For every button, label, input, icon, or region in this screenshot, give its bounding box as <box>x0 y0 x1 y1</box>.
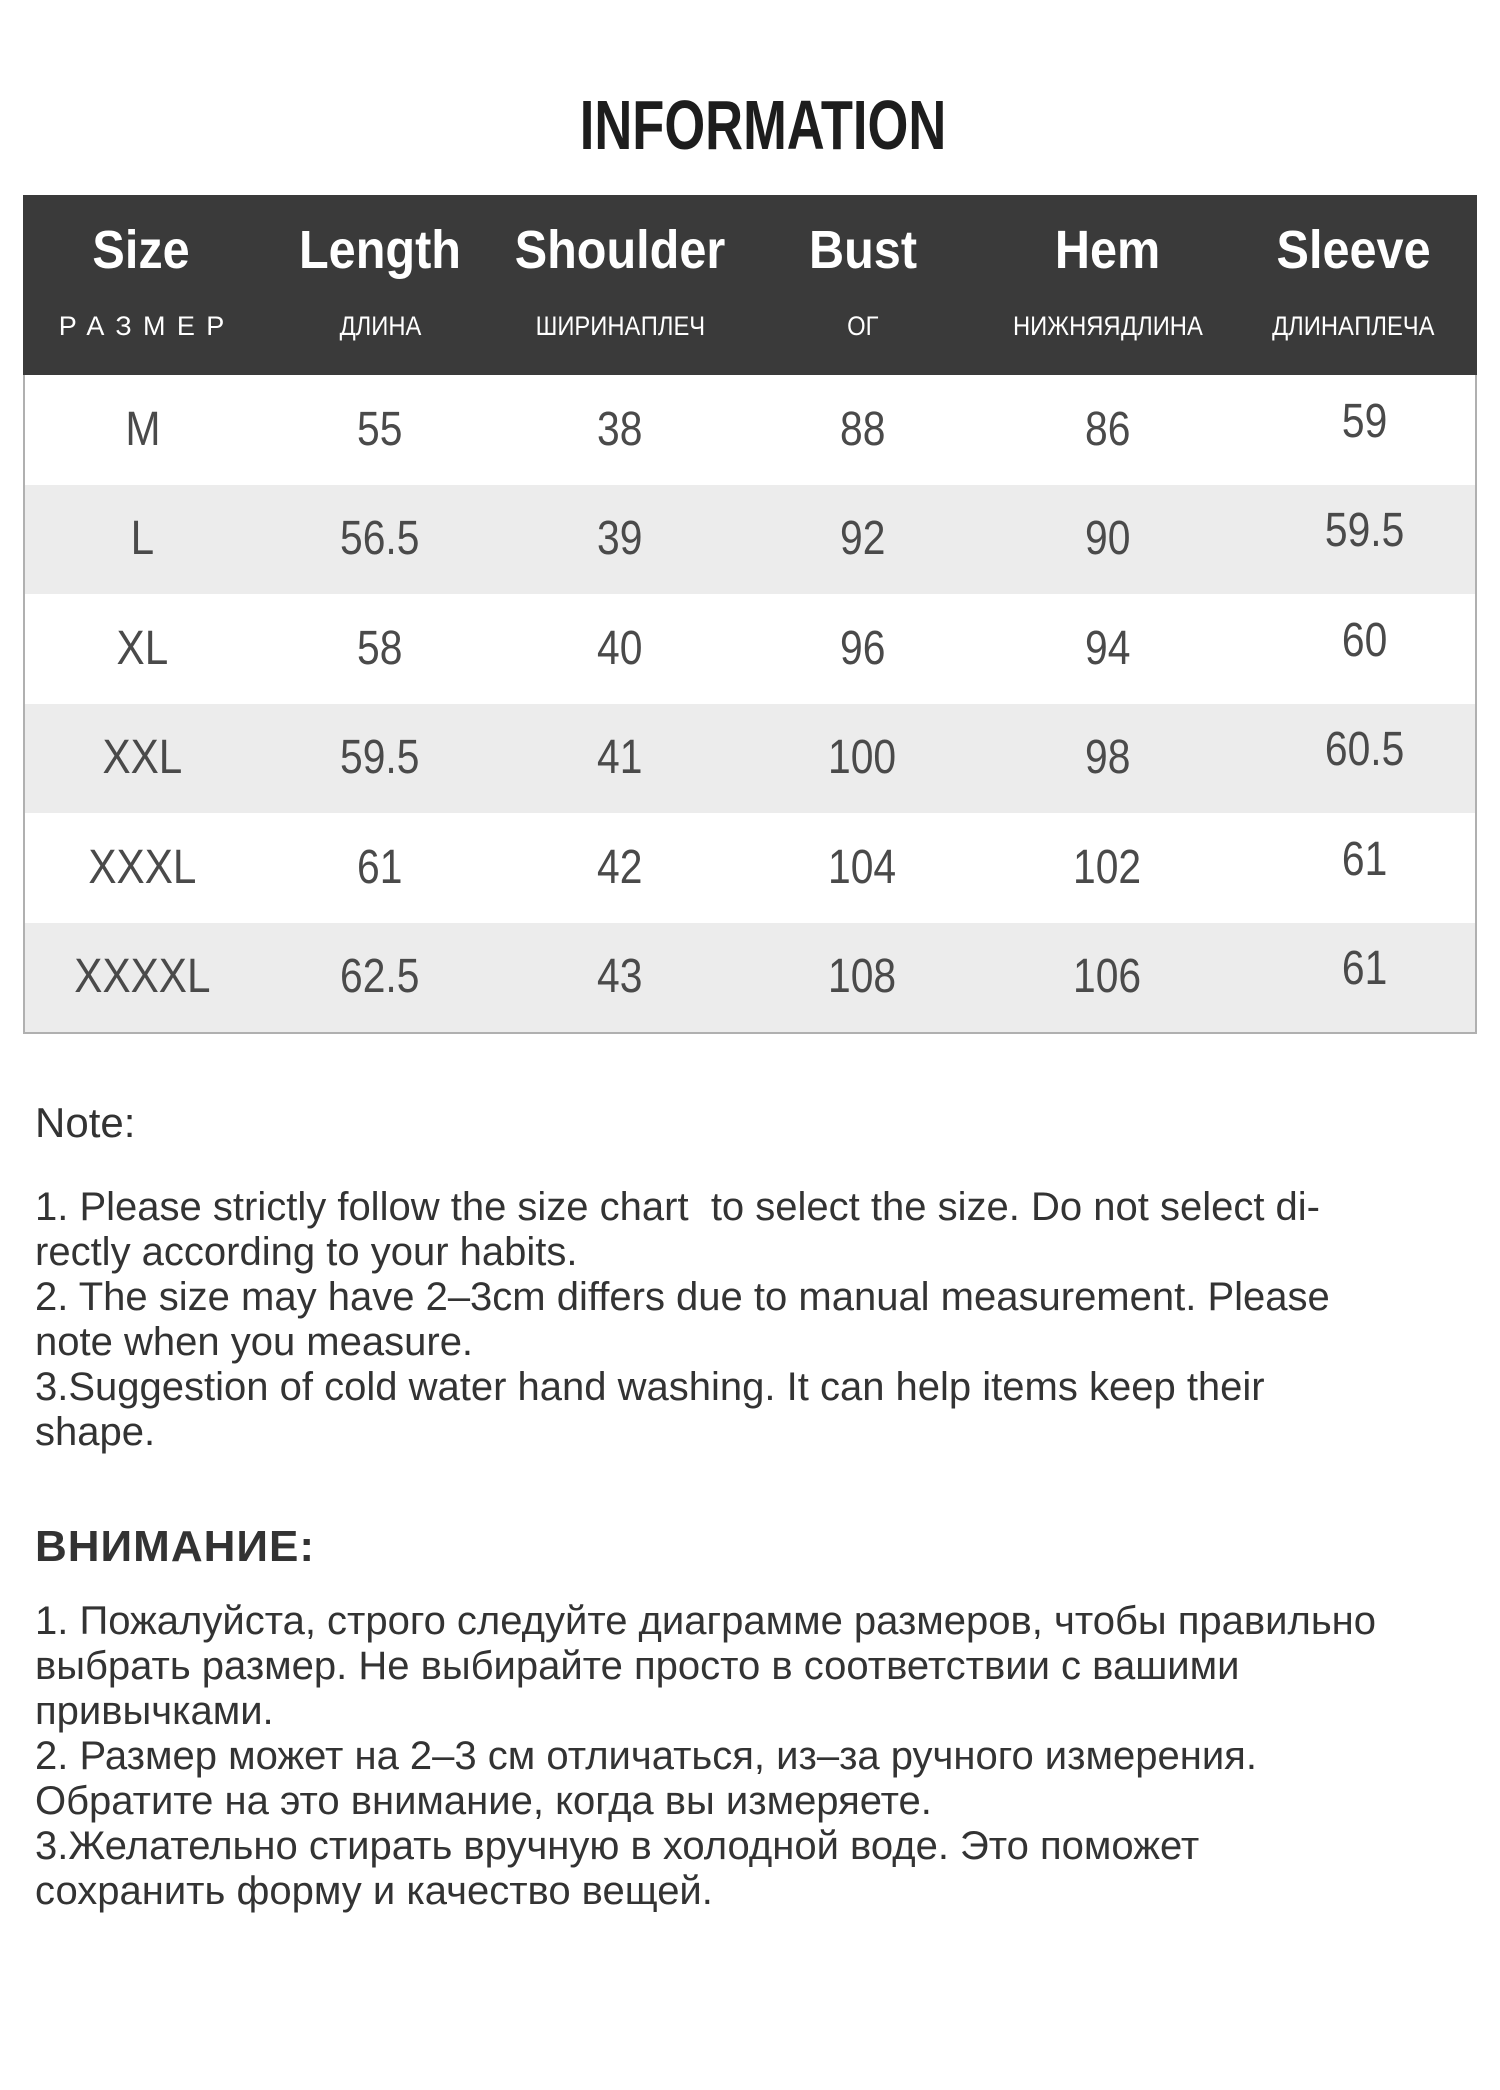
column-label-ru: ДЛИНА <box>339 311 421 341</box>
column-label-en: Shoulder <box>514 220 726 280</box>
length-cell: 61 <box>357 840 403 894</box>
note-line: выбрать размер. Не выбирайте просто в соответствии с вашими <box>35 1644 1240 1688</box>
column-header-hem <box>985 195 1230 375</box>
column-label-ru: ШИРИНА ПЛЕЧ <box>535 311 705 341</box>
column-label-ru: ДЛИНА ПЛЕЧА <box>1272 311 1435 341</box>
column-label-en: Size <box>92 220 191 280</box>
note-line: сохранить форму и качество вещей. <box>35 1869 713 1913</box>
shoulder-cell: 39 <box>597 512 643 566</box>
column-label-en: Length <box>299 220 461 280</box>
note-line: rectly according to your habits. <box>35 1230 578 1274</box>
note-text <box>35 1185 1500 1455</box>
size-cell: L <box>130 512 155 566</box>
note-line: shape. <box>35 1410 156 1454</box>
note-line: 1. Пожалуйста, строго следуйте диаграмме размеров, чтобы правильно <box>35 1599 1377 1643</box>
length-cell: 55 <box>357 402 403 456</box>
note-line: 2. The size may have 2–3cm differs due to manual measurement. Please <box>35 1275 1330 1319</box>
sleeve-cell: 60.5 <box>1325 723 1405 777</box>
bust-cell: 100 <box>828 731 897 785</box>
shoulder-cell: 43 <box>597 950 643 1004</box>
note-line: Обратите на это внимание, когда вы измеряете. <box>35 1779 932 1823</box>
table-row-l <box>25 485 1475 595</box>
table-row-xxxxl <box>25 923 1475 1033</box>
shoulder-cell: 38 <box>597 402 643 456</box>
size-cell: M <box>124 402 161 456</box>
sleeve-cell: 61 <box>1342 832 1388 886</box>
column-label-ru: ОГ <box>846 311 879 341</box>
bust-cell: 92 <box>839 512 886 566</box>
length-cell: 56.5 <box>340 512 420 566</box>
hem-cell: 86 <box>1084 402 1131 456</box>
size-cell: XXXXL <box>74 950 211 1004</box>
note-section-russian <box>35 1521 1500 1914</box>
table-row-m <box>25 375 1475 485</box>
sleeve-cell: 59 <box>1342 394 1388 448</box>
sleeve-cell: 59.5 <box>1325 504 1405 558</box>
column-header-length <box>260 195 500 375</box>
shoulder-cell: 42 <box>597 840 643 894</box>
hem-cell: 106 <box>1073 950 1142 1004</box>
sleeve-cell: 60 <box>1342 613 1388 667</box>
hem-cell: 90 <box>1084 512 1131 566</box>
size-info-page <box>0 86 1500 1914</box>
column-header-sleeve <box>1230 195 1477 375</box>
size-table-body <box>23 375 1477 1034</box>
bust-cell: 108 <box>828 950 897 1004</box>
bust-cell: 88 <box>839 402 886 456</box>
sleeve-cell: 61 <box>1342 942 1388 996</box>
column-label-en: Sleeve <box>1276 220 1431 280</box>
note-line: note when you measure. <box>35 1320 474 1364</box>
shoulder-cell: 41 <box>597 731 643 785</box>
attention-text <box>35 1599 1500 1914</box>
attention-heading: ВНИМАНИЕ: <box>35 1522 316 1571</box>
table-row-xxxl <box>25 813 1475 923</box>
length-cell: 58 <box>357 621 403 675</box>
note-section-english <box>35 1099 1500 1455</box>
column-header-bust <box>740 195 985 375</box>
hem-cell: 98 <box>1084 731 1131 785</box>
column-header-shoulder <box>500 195 740 375</box>
table-row-xl <box>25 594 1475 704</box>
hem-cell: 94 <box>1084 621 1131 675</box>
column-header-size <box>23 195 260 375</box>
note-heading: Note: <box>35 1099 136 1146</box>
shoulder-cell: 40 <box>597 621 643 675</box>
bust-cell: 96 <box>839 621 886 675</box>
column-label-en: Hem <box>1054 220 1161 280</box>
length-cell: 59.5 <box>340 731 420 785</box>
note-line: 3.Желательно стирать вручную в холодной воде. Это поможет <box>35 1824 1200 1868</box>
size-cell: XXL <box>102 731 183 785</box>
column-label-ru: РАЗМЕР <box>58 311 236 341</box>
hem-cell: 102 <box>1073 840 1142 894</box>
column-label-ru: НИЖНЯЯ ДЛИНА <box>1012 311 1203 341</box>
note-line: 2. Размер может на 2–3 см отличаться, из–за ручного измерения. <box>35 1734 1257 1778</box>
size-table <box>23 195 1477 1034</box>
size-cell: XL <box>116 621 169 675</box>
note-line: 3.Suggestion of cold water hand washing. It can help items keep their <box>35 1365 1265 1409</box>
note-line: 1. Please strictly follow the size chart to select the size. Do not select di- <box>35 1185 1320 1229</box>
page-title: INFORMATION <box>579 86 947 164</box>
bust-cell: 104 <box>828 840 897 894</box>
length-cell: 62.5 <box>340 950 420 1004</box>
size-table-header <box>23 195 1477 375</box>
size-cell: XXXL <box>88 840 197 894</box>
note-line: привычками. <box>35 1689 274 1733</box>
table-row-xxl <box>25 704 1475 814</box>
column-label-en: Bust <box>808 220 917 280</box>
